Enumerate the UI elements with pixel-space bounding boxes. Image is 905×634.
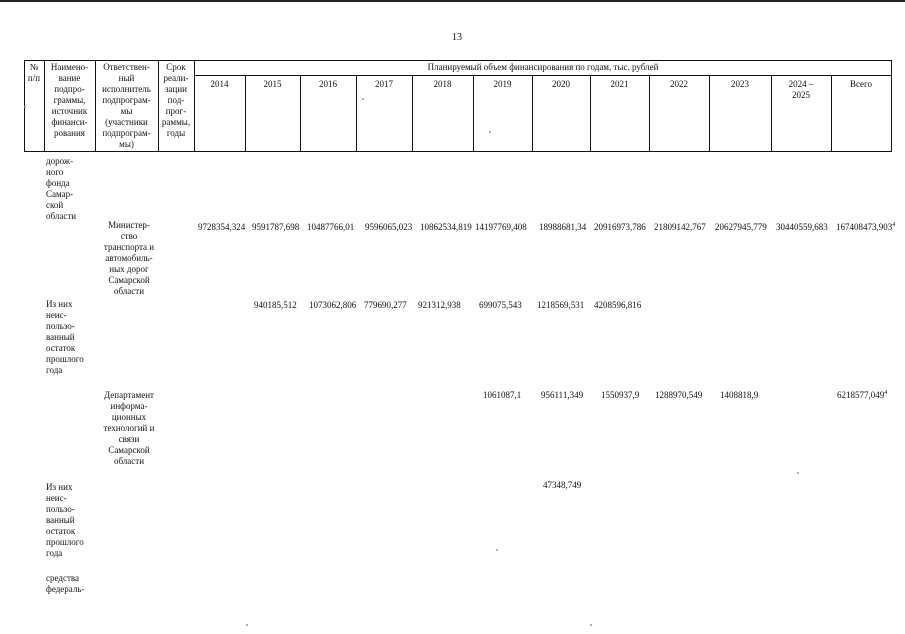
department-total-note: 4 (884, 390, 888, 396)
header-bottom-rule (24, 151, 892, 152)
header-year: 2021 (610, 79, 629, 89)
scan-speck (590, 624, 592, 626)
scan-speck (246, 624, 248, 626)
ministry-value-2021: 20916973,786 (594, 222, 646, 232)
header-year: 2014 (210, 79, 229, 89)
unused-remainder-label-2: Из них неис- пользо- ванный остаток прошлого года (46, 482, 84, 558)
scan-speck (496, 549, 498, 551)
scan-speck (489, 131, 491, 133)
header-total: Всего (849, 79, 873, 89)
department-value-2020: 956111,349 (541, 390, 584, 400)
header-divider (194, 60, 195, 152)
unused-value-2020: 1218569,531 (537, 300, 585, 310)
ministry-total-note: 4 (892, 222, 896, 228)
page-number: 13 (452, 32, 462, 43)
department-value-2019: 1061087,1 (483, 390, 522, 400)
unused-value-2019: 699075,543 (479, 300, 522, 310)
header-year: 2015 (263, 79, 282, 89)
department-total: 6218577,049 (837, 390, 885, 400)
unused-value-2016: 1073062,806 (309, 300, 357, 310)
header-year: 2018 (433, 79, 452, 89)
header-year: 2022 (670, 79, 688, 89)
table-header (24, 60, 892, 152)
ministry-total: 167408473,903 (836, 222, 893, 232)
department-value-2023: 1408818,9 (720, 390, 759, 400)
header-term: Срок реали- зации под- прог- раммы, годы (161, 62, 191, 138)
header-year: 2024 – 2025 (788, 79, 814, 100)
header-year: 2016 (319, 79, 337, 89)
ministry-value-total (836, 222, 895, 233)
ministry-value-2019: 14197769,408 (475, 222, 527, 232)
ministry-value-2024-2025: 30440559,683 (776, 222, 828, 232)
ministry-value-2016: 10487766,01 (307, 222, 355, 232)
scan-speck (797, 472, 799, 474)
unused-value-2015: 940185,512 (254, 300, 297, 310)
unused-remainder-label: Из них неис- пользо- ванный остаток прошлого года (46, 299, 84, 375)
department-value-2022: 1288970,549 (655, 390, 703, 400)
header-funding: Планируемый объем финансирования по годам, тыс. рублей (427, 62, 659, 72)
unused-value-2017: 779690,277 (364, 300, 407, 310)
top-border (0, 0, 905, 2)
header-top-rule (24, 60, 892, 61)
department-label: Департамент информа- ционных технологий и связи Самарской области (103, 390, 155, 466)
scan-speck (362, 98, 364, 100)
header-year: 2019 (493, 79, 512, 89)
ministry-value-2022: 21809142,767 (654, 222, 706, 232)
header-number: № п/п (27, 62, 41, 83)
unused-value-2021: 4208596,816 (594, 300, 642, 310)
header-divider (891, 60, 892, 152)
department-value-total (837, 390, 887, 401)
ministry-value-2017: 9596065,023 (365, 222, 413, 232)
ministry-value-2014: 9728354,324 (198, 222, 246, 232)
federal-label: средства федераль- (46, 573, 85, 594)
department-value-2021: 1550937,9 (601, 390, 640, 400)
unused-value-2020-2: 47348,749 (543, 480, 582, 490)
header-executor: Ответствен- ный исполнитель подпрограм- мы (участники подпрограм- мы) (102, 62, 151, 149)
ministry-value-2015: 9591787,698 (252, 222, 300, 232)
header-year: 2017 (375, 79, 393, 89)
ministry-value-2018: 10862534,819 (420, 222, 472, 232)
header-year: 2023 (731, 79, 749, 89)
ministry-value-2023: 20627945,779 (715, 222, 767, 232)
ministry-value-2020: 18988681,34 (539, 222, 587, 232)
unused-value-2018: 921312,938 (418, 300, 461, 310)
scan-speck (24, 106, 26, 108)
fund-label: дорож- ного фонда Самар- ской области (46, 156, 77, 221)
header-year: 2020 (552, 79, 570, 89)
header-name: Наимено- вание подпро- граммы, источник финанси- рования (50, 62, 89, 138)
ministry-label: Министер- ство транспорта и автомобиль- ных дорог Самарской области (103, 220, 155, 296)
header-mid-rule (194, 75, 892, 76)
